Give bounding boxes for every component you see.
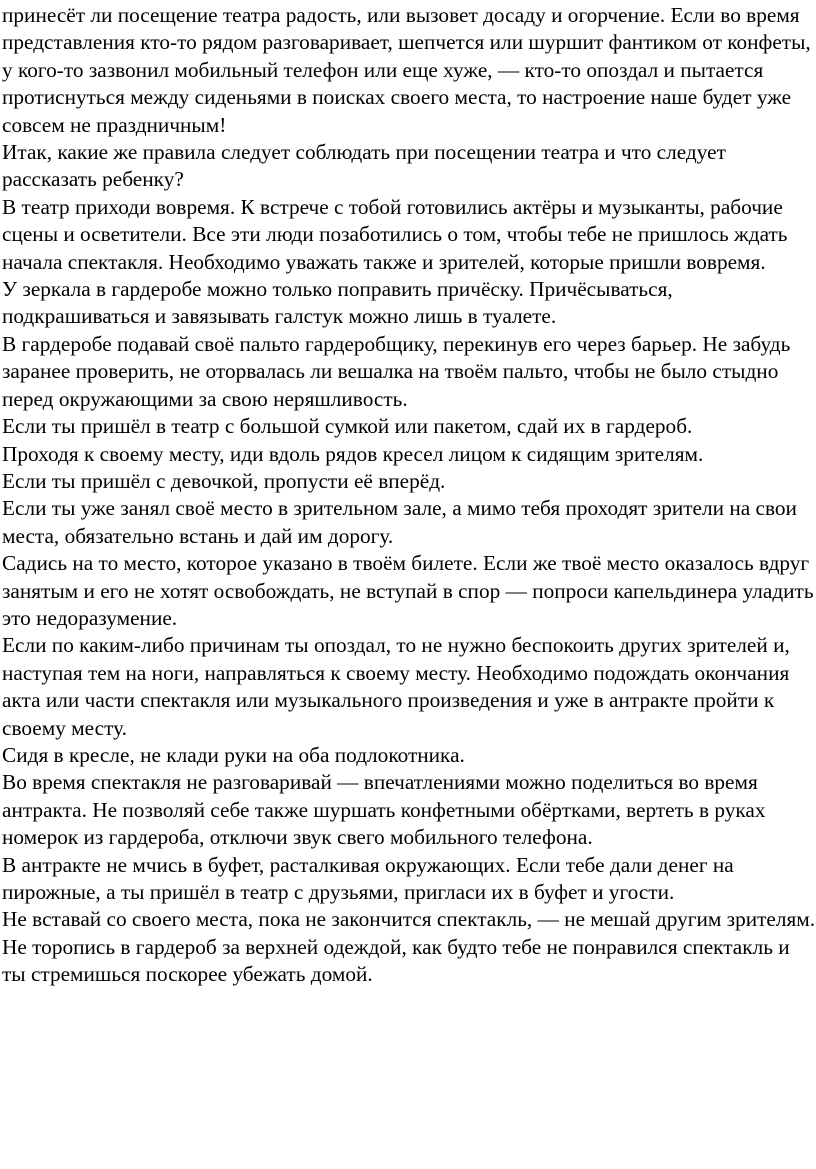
paragraph-girl-first: Если ты пришёл с девочкой, пропусти её вперёд. [2,468,446,493]
paragraph-no-talking: Во время спектакля не разговаривай — впечатлениями можно поделиться во время антракта. Не позволяй себе также шуршать конфетными обёртками, вертеть в руках номерок из гардероба, отключи звук свего мобильного телефона. [2,770,766,850]
paragraph-intermission-buffet: В антракте не мчись в буфет, расталкивая окружающих. Если тебе дали денег на пирожные, а ты пришёл в театр с друзьями, пригласи их в буфет и угости. [2,852,734,904]
paragraph-armrests: Сидя в кресле, не клади руки на оба подлокотника. [2,742,465,767]
paragraph-walk-to-seat: Проходя к своему месту, иди вдоль рядов кресел лицом к сидящим зрителям. [2,441,704,466]
paragraph-rules-question: Итак, какие же правила следует соблюдать при посещении театра и что следует рассказать ребенку? [2,140,726,192]
paragraph-ticket-seat: Садись на то место, которое указано в твоём билете. Если же твоё место оказалось вдруг занятым и его не хотят освобождать, не вступай в спор — попроси капельдинера уладить это недоразумение. [2,551,814,630]
paragraph-mirror-rule: У зеркала в гардеробе можно только поправить причёску. Причёсываться, подкрашиваться и завязывать галстук можно лишь в туалете. [2,277,673,329]
paragraph-stand-up: Если ты уже занял своё место в зрительном зале, а мимо тебя проходят зрители на свои места, обязательно встань и дай им дорогу. [2,496,797,548]
paragraph-arrive-on-time: В театр приходи вовремя. К встрече с тобой готовились актёры и музыканты, рабочие сцены и осветители. Все эти люди позаботились о том, чтобы тебе не пришлось ждать начала спектакля. Необходимо уважать также и зрителей, которые пришли вовремя. [2,194,788,274]
paragraph-cloakroom-coat: В гардеробе подавай своё пальто гардеробщику, перекинув его через барьер. Не забудь заранее проверить, не оторвалась ли вешалка на твоём пальто, чтобы не было стыдно перед окружающими за свою неряшливость. [2,331,791,411]
paragraph-large-bag: Если ты пришёл в театр с большой сумкой или пакетом, сдай их в гардероб. [2,414,693,439]
paragraph-stay-seated: Не вставай со своего места, пока не закончится спектакль, — не мешай другим зрителям. [2,907,816,932]
document-text-body [2,2,816,989]
paragraph-late-arrival: Если по каким-либо причинам ты опоздал, то не нужно беспокоить других зрителей и, наступая тем на ноги, направляться к своему месту. Необходимо подождать окончания акта или части спектакля или музыкального произведения и уже в антракте пройти к своему месту. [2,633,790,740]
paragraph-no-rushing: Не торопись в гардероб за верхней одеждой, как будто тебе не понравился спектакль и ты стремишься поскорее убежать домой. [2,934,790,987]
paragraph-intro-continuation: принесёт ли посещение театра радость, или вызовет досаду и огорчение. Если во время представления кто-то рядом разговаривает, шепчется или шуршит фантиком от конфеты, у кого-то зазвонил мобильный телефон или еще хуже, — кто-то опоздал и пытается протиснуться между сиденьями в поисках своего места, то настроение наше будет уже совсем не праздничным! [2,3,811,137]
